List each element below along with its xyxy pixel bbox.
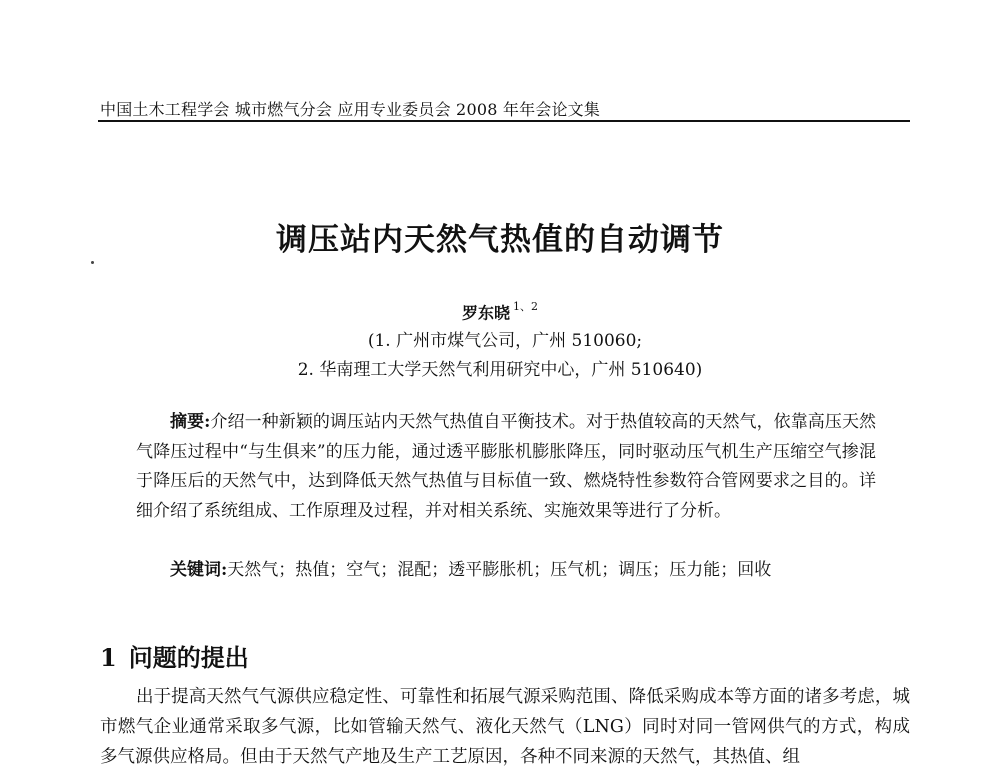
body-text (100, 682, 910, 772)
abstract-paragraph (136, 408, 876, 526)
section-number: 1 (100, 643, 117, 672)
header-rule (98, 120, 910, 122)
body-paragraph: 出于提高天然气气源供应稳定性、可靠性和拓展气源采购范围、降低采购成本等方面的诸多考虑，城市燃气企业通常采取多气源，比如管输天然气、液化天然气（LNG）同时对同一管网供气的方式，构成多气源供应格局。但由于天然气产地及生产工艺原因，各种不同来源的天然气，其热值、组 (100, 687, 910, 767)
keywords-label: 关键词: (170, 560, 228, 580)
keywords-text: 天然气；热值；空气；混配；透平膨胀机；压气机；调压；压力能；回收 (227, 560, 772, 580)
affiliation-1: (1. 广州市煤气公司，广州 510060; (367, 331, 643, 351)
affiliation-2: 2. 华南理工大学天然气利用研究中心，广州 510640) (297, 360, 703, 380)
abstract (136, 408, 876, 526)
section-title: 问题的提出 (128, 643, 249, 672)
abstract-text: 介绍一种新颖的调压站内天然气热值自平衡技术。对于热值较高的天然气，依靠高压天然气降压过程中“与生俱来”的压力能，通过透平膨胀机膨胀降压，同时驱动压气机生产压缩空气掺混于降压后的天然气中，达到降低天然气热值与目标值一致、燃烧特性参数符合管网要求之目的。详细介绍了系统组成、工作原理及过程，并对相关系统、实施效果等进行了分析。 (136, 412, 877, 521)
author-name: 罗东晓 (461, 303, 510, 323)
paper-title: 调压站内天然气热值的自动调节 (276, 222, 724, 258)
author-affiliation-marks: 1、2 (513, 300, 538, 313)
abstract-label: 摘要: (170, 412, 211, 432)
running-header: 中国土木工程学会 城市燃气分会 应用专业委员会 2008 年年会论文集 (100, 100, 601, 119)
section-heading (100, 638, 249, 673)
author-line (0, 300, 1000, 323)
keywords (170, 555, 771, 580)
scan-speck (91, 261, 94, 264)
